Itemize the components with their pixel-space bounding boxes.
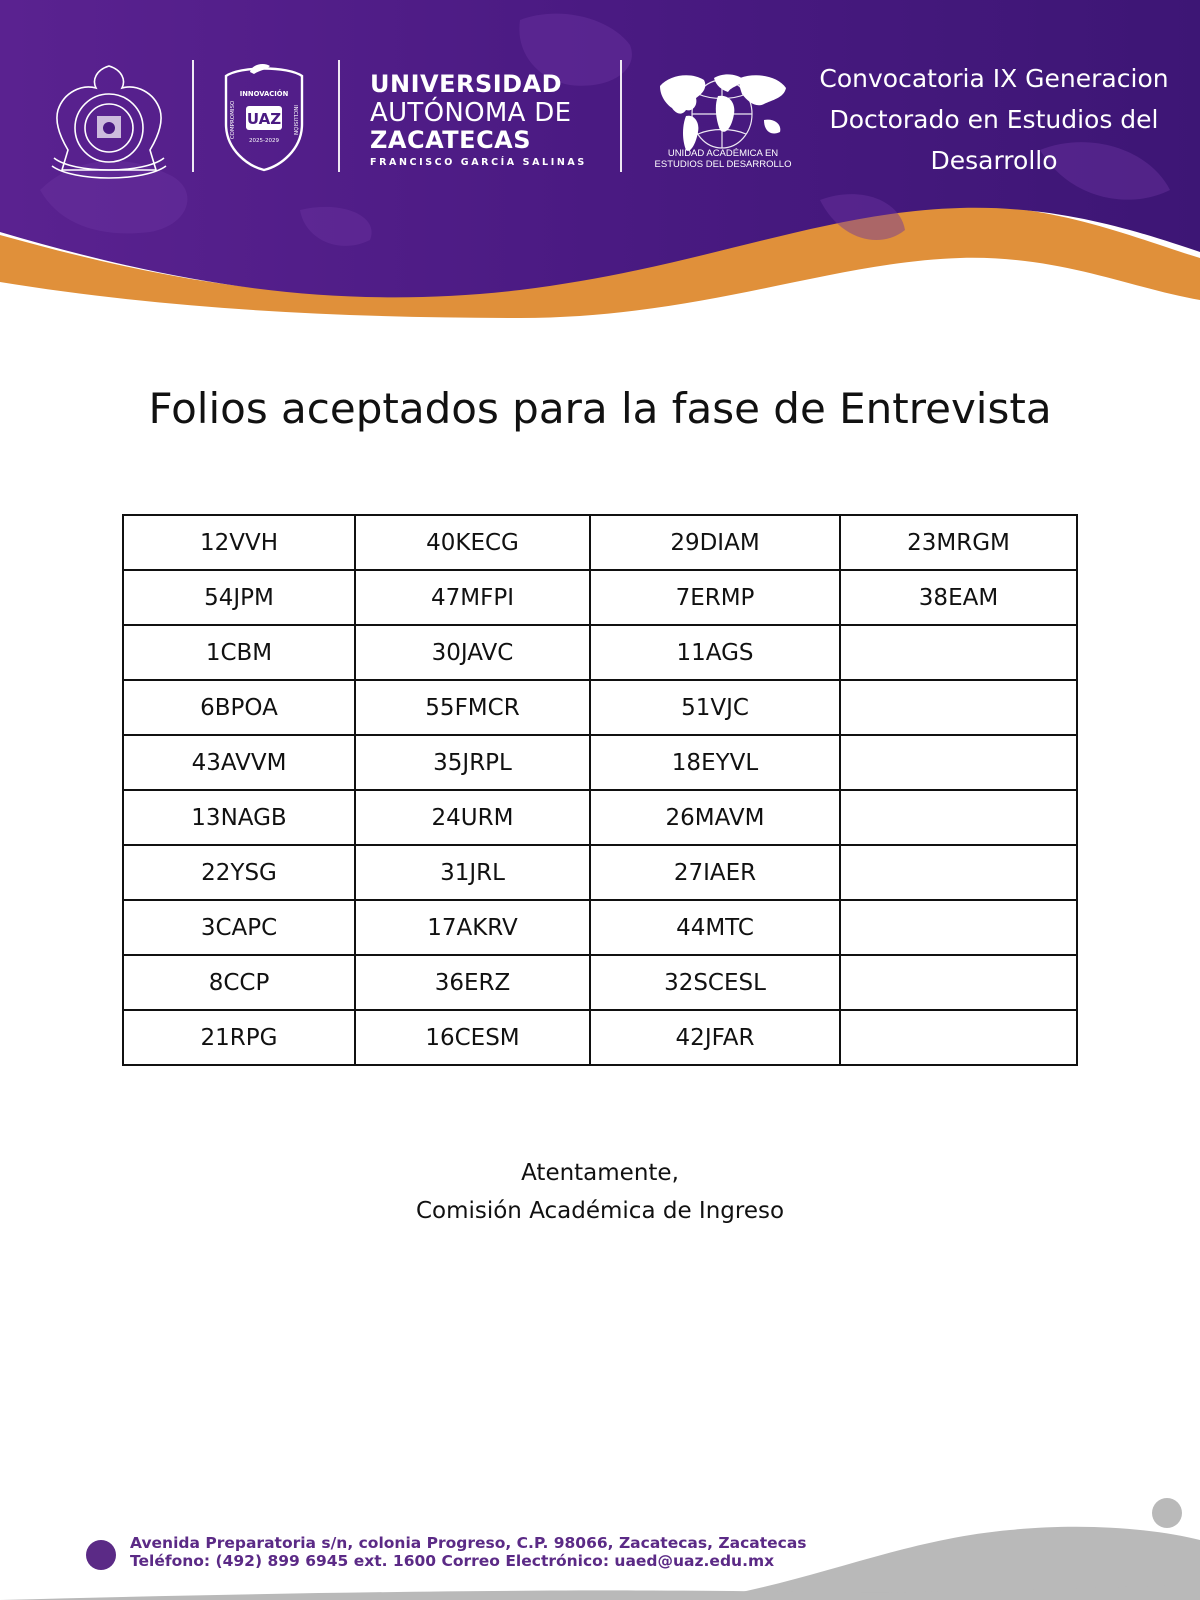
folios-table <box>122 514 1078 1066</box>
folio-cell: 36ERZ <box>355 955 590 1010</box>
svg-text:COMPROMISO: COMPROMISO <box>230 100 236 140</box>
svg-text:2025-2029: 2025-2029 <box>249 138 279 144</box>
folio-cell: 17AKRV <box>355 900 590 955</box>
table-row <box>123 790 1077 845</box>
folio-cell: 47MFPI <box>355 570 590 625</box>
folio-cell: 43AVVM <box>123 735 355 790</box>
folio-cell: 1CBM <box>123 625 355 680</box>
header-divider <box>620 60 622 172</box>
folio-cell: 32SCESL <box>590 955 840 1010</box>
university-name-line: ZACATECAS <box>370 126 532 154</box>
folio-cell: 11AGS <box>590 625 840 680</box>
folio-cell: 13NAGB <box>123 790 355 845</box>
folio-cell: 30JAVC <box>355 625 590 680</box>
footer-phone-email: Teléfono: (492) 899 6945 ext. 1600 Correo Electrónico: uaed@uaz.edu.mx <box>130 1552 775 1570</box>
closing-signature: Comisión Académica de Ingreso <box>415 1198 785 1224</box>
folio-cell <box>840 790 1077 845</box>
unit-caption-line: ESTUDIOS DEL DESARROLLO <box>654 159 792 170</box>
closing-salutation: Atentamente, <box>521 1160 679 1186</box>
folio-cell: 3CAPC <box>123 900 355 955</box>
convocatoria-line: Convocatoria IX Generacion <box>819 64 1169 93</box>
page-title: Folios aceptados para la fase de Entrevista <box>148 384 1052 433</box>
decorative-dot <box>1152 1498 1182 1528</box>
table-row <box>123 845 1077 900</box>
unit-caption-line: UNIDAD ACADÉMICA EN <box>667 148 779 159</box>
folio-cell: 24URM <box>355 790 590 845</box>
folio-cell <box>840 845 1077 900</box>
svg-text:INNOVACIÓN: INNOVACIÓN <box>239 90 289 98</box>
table-row <box>123 900 1077 955</box>
footer-bullet <box>86 1540 116 1570</box>
folio-cell: 12VVH <box>123 515 355 570</box>
folio-cell: 16CESM <box>355 1010 590 1065</box>
university-name <box>370 72 587 168</box>
folio-cell: 29DIAM <box>590 515 840 570</box>
header-divider <box>338 60 340 172</box>
university-name-line: UNIVERSIDAD <box>370 70 563 98</box>
footer-contact <box>130 1534 807 1570</box>
folio-cell: 8CCP <box>123 955 355 1010</box>
convocatoria-line: Doctorado en Estudios del <box>829 105 1159 134</box>
table-row <box>123 515 1077 570</box>
folio-cell: 38EAM <box>840 570 1077 625</box>
convocatoria-title <box>798 58 1190 181</box>
folio-cell: 21RPG <box>123 1010 355 1065</box>
folio-cell: 44MTC <box>590 900 840 955</box>
folio-cell: 27IAER <box>590 845 840 900</box>
folio-cell: 23MRGM <box>840 515 1077 570</box>
folio-cell: 26MAVM <box>590 790 840 845</box>
folio-cell: 51VJC <box>590 680 840 735</box>
folio-cell <box>840 625 1077 680</box>
university-name-line: AUTÓNOMA DE <box>370 98 572 128</box>
folio-cell <box>840 900 1077 955</box>
folio-cell: 35JRPL <box>355 735 590 790</box>
folio-cell <box>840 735 1077 790</box>
table-row <box>123 735 1077 790</box>
folio-cell: 22YSG <box>123 845 355 900</box>
university-founder: FRANCISCO GARCÍA SALINAS <box>370 157 587 168</box>
header-divider <box>192 60 194 172</box>
unit-caption <box>652 148 794 170</box>
table-row <box>123 680 1077 735</box>
header-banner <box>0 0 1200 320</box>
footer-address: Avenida Preparatoria s/n, colonia Progreso, C.P. 98066, Zacatecas, Zacatecas <box>130 1534 807 1552</box>
folio-cell <box>840 1010 1077 1065</box>
folio-cell: 40KECG <box>355 515 590 570</box>
folio-cell: 55FMCR <box>355 680 590 735</box>
convocatoria-line: Desarrollo <box>930 146 1058 175</box>
folio-cell: 31JRL <box>355 845 590 900</box>
table-row <box>123 625 1077 680</box>
svg-text:INCLUSIÓN: INCLUSIÓN <box>292 105 298 135</box>
folio-cell: 42JFAR <box>590 1010 840 1065</box>
folio-cell: 6BPOA <box>123 680 355 735</box>
table-row <box>123 570 1077 625</box>
table-row <box>123 1010 1077 1065</box>
university-seal-icon <box>44 58 174 180</box>
svg-text:UAZ: UAZ <box>246 110 282 128</box>
folio-cell: 7ERMP <box>590 570 840 625</box>
folio-cell <box>840 680 1077 735</box>
folio-cell <box>840 955 1077 1010</box>
folio-cell: 18EYVL <box>590 735 840 790</box>
folio-cell: 54JPM <box>123 570 355 625</box>
uaz-badge-icon <box>220 62 308 172</box>
table-row <box>123 955 1077 1010</box>
